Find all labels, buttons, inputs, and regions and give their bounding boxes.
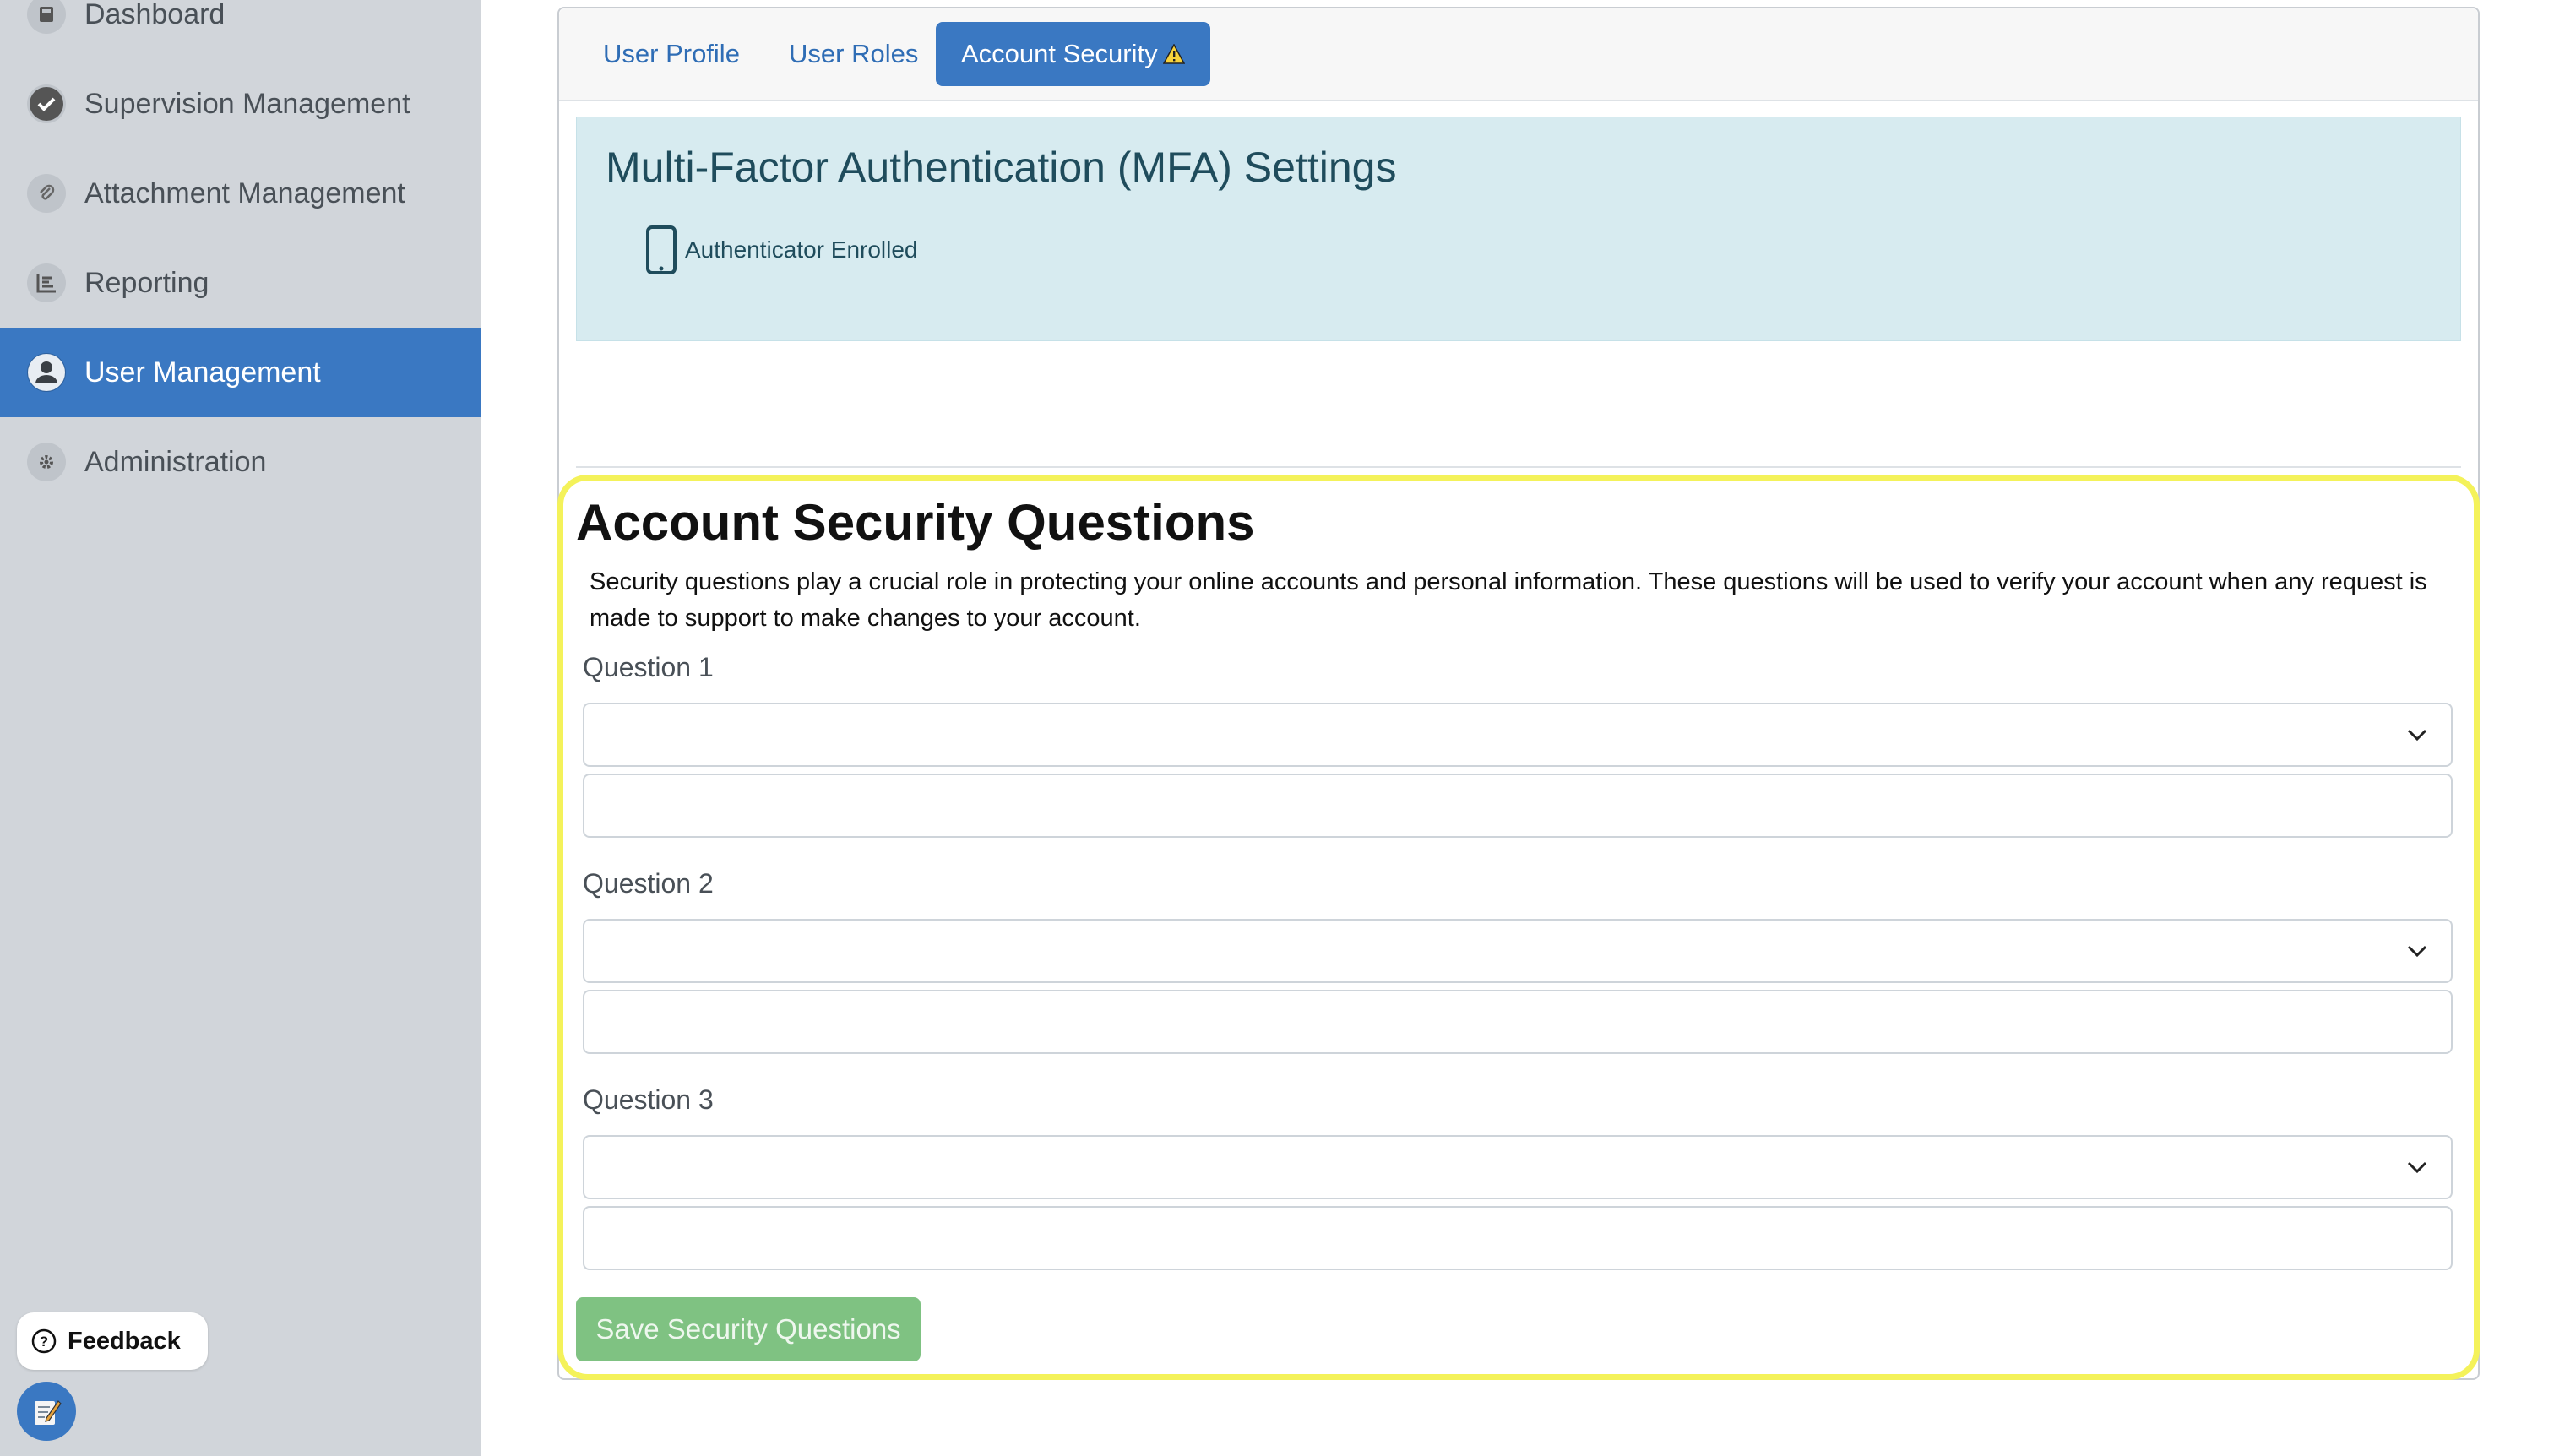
- gear-icon: [27, 443, 66, 481]
- question-3-select[interactable]: [583, 1135, 2453, 1199]
- tab-user-profile[interactable]: [578, 22, 765, 86]
- sidebar-item-attachment-management[interactable]: [0, 149, 481, 238]
- edit-note-icon: [28, 1393, 65, 1430]
- question-3-label: Question 3: [583, 1084, 714, 1115]
- feedback-button[interactable]: [17, 1312, 208, 1370]
- question-1-label: Question 1: [583, 652, 714, 682]
- chevron-down-icon: [2405, 943, 2429, 959]
- mfa-status: [646, 225, 918, 274]
- security-questions-title: Account Security Questions: [576, 494, 1255, 551]
- section-divider: [576, 466, 2461, 468]
- sidebar-item-reporting[interactable]: [0, 238, 481, 328]
- svg-text:?: ?: [39, 1334, 49, 1350]
- sidebar-item-user-management[interactable]: [0, 328, 481, 417]
- report-icon: [27, 263, 66, 302]
- check-circle-icon: [27, 84, 66, 123]
- feedback-label: Feedback: [68, 1327, 181, 1355]
- warning-icon: [1163, 44, 1185, 64]
- question-2-answer-input[interactable]: [583, 990, 2453, 1054]
- sidebar-item-label: Dashboard: [84, 0, 226, 30]
- tab-label: User Roles: [789, 39, 919, 68]
- dashboard-icon: [27, 0, 66, 34]
- mfa-status-text: Authenticator Enrolled: [685, 236, 918, 263]
- phone-icon: [646, 225, 677, 274]
- question-1-answer-input[interactable]: [583, 774, 2453, 838]
- question-2-label: Question 2: [583, 868, 714, 899]
- mfa-settings-panel: [576, 117, 2461, 341]
- chevron-down-icon: [2405, 726, 2429, 743]
- tab-account-security[interactable]: [936, 22, 1210, 86]
- save-security-questions-button[interactable]: Save Security Questions: [576, 1297, 921, 1361]
- chevron-down-icon: [2405, 1159, 2429, 1176]
- question-2-select[interactable]: [583, 919, 2453, 983]
- user-icon: [27, 353, 66, 392]
- sidebar-item-label: Supervision Management: [84, 87, 410, 120]
- security-questions-description: Security questions play a crucial role in protecting your online accounts and personal information. These questions will be used to verify your account when any request is made to support to make changes to your account.: [590, 568, 2427, 632]
- mfa-title: Multi-Factor Authentication (MFA) Settings: [606, 144, 1397, 191]
- sidebar-item-supervision-management[interactable]: [0, 59, 481, 149]
- sidebar: [0, 0, 481, 1456]
- sidebar-item-label: Reporting: [84, 266, 209, 299]
- question-3-answer-input[interactable]: [583, 1206, 2453, 1270]
- tab-user-roles[interactable]: [763, 22, 943, 86]
- sidebar-item-label: Attachment Management: [84, 177, 405, 209]
- paperclip-icon: [27, 174, 66, 213]
- question-1-select[interactable]: [583, 703, 2453, 767]
- sidebar-item-label: Administration: [84, 445, 267, 478]
- sidebar-item-dashboard[interactable]: [0, 0, 481, 59]
- tab-bar: [559, 8, 2478, 101]
- tab-label: Account Security: [961, 39, 1158, 68]
- edit-notes-button[interactable]: [17, 1382, 76, 1441]
- sidebar-item-administration[interactable]: [0, 417, 481, 507]
- tab-label: User Profile: [603, 39, 740, 68]
- help-circle-icon: [30, 1328, 57, 1355]
- sidebar-item-label: User Management: [84, 356, 321, 388]
